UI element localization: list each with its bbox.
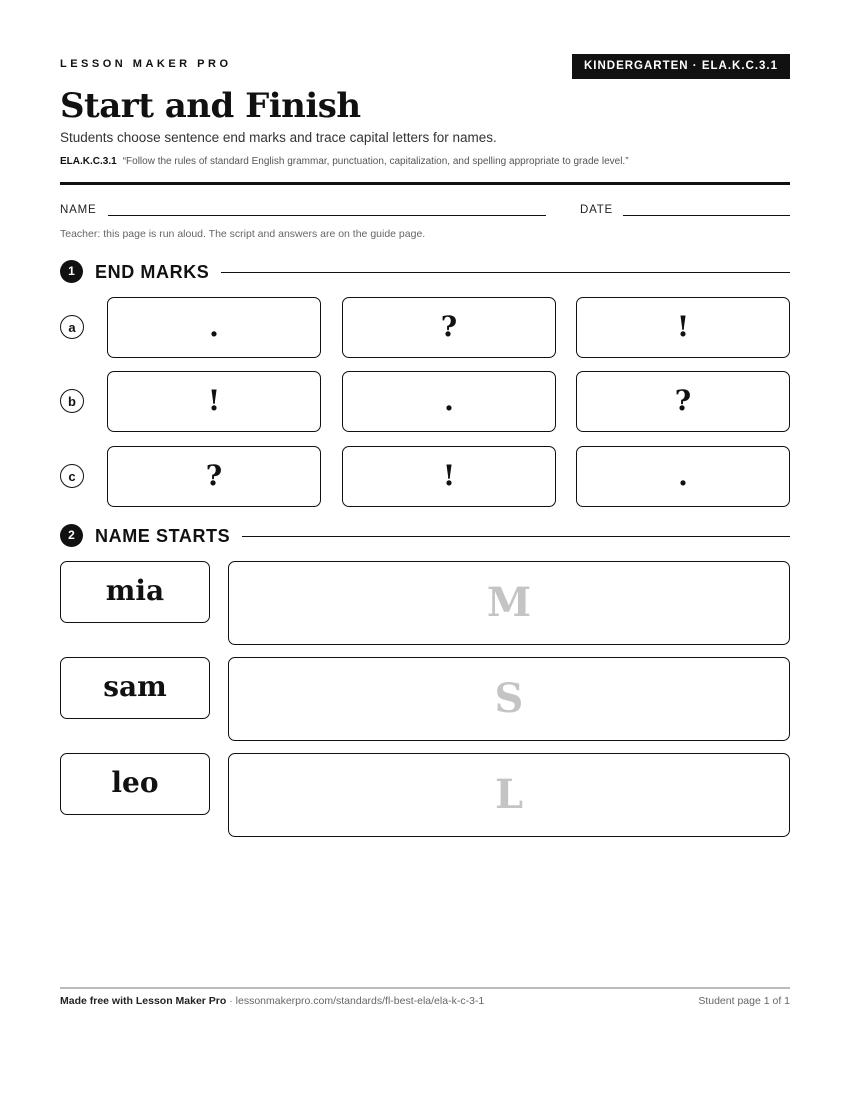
footer-url[interactable]: · lessonmakerpro.com/standards/fl-best-ela/ela-k-c-3-1: [226, 995, 485, 1007]
end-mark-choice[interactable]: ?: [107, 446, 321, 507]
end-mark-choice[interactable]: !: [576, 297, 790, 358]
header-divider: [60, 182, 790, 185]
row-label-c: c: [60, 464, 84, 488]
end-mark-choice[interactable]: .: [576, 446, 790, 507]
trace-letter-box[interactable]: L: [228, 753, 790, 837]
section-number-badge: 1: [60, 260, 83, 283]
teacher-note: Teacher: this page is run aloud. The script and answers are on the guide page.: [60, 228, 426, 240]
end-mark-choice[interactable]: !: [107, 371, 321, 432]
brand-name: LESSON MAKER PRO: [60, 58, 232, 70]
footer-page-number: Student page 1 of 1: [698, 995, 790, 1007]
name-field[interactable]: [108, 215, 546, 216]
section-end-marks-header: [60, 259, 790, 285]
row-label-b: b: [60, 389, 84, 413]
end-mark-choice[interactable]: ?: [576, 371, 790, 432]
end-mark-choice[interactable]: .: [107, 297, 321, 358]
name-label: NAME: [60, 204, 97, 216]
section-name-starts-header: [60, 523, 790, 549]
section-title: NAME STARTS: [95, 524, 242, 548]
row-label-a: a: [60, 315, 84, 339]
name-card: sam: [60, 657, 210, 719]
date-field[interactable]: [623, 215, 790, 216]
footer-credit: [60, 995, 484, 1007]
end-mark-choice[interactable]: ?: [342, 297, 556, 358]
date-label: DATE: [580, 204, 614, 216]
page-subtitle: Students choose sentence end marks and trace capital letters for names.: [60, 130, 497, 145]
trace-letter-box[interactable]: M: [228, 561, 790, 645]
section-number-badge: 2: [60, 524, 83, 547]
end-mark-choice[interactable]: !: [342, 446, 556, 507]
name-card: leo: [60, 753, 210, 815]
worksheet-page: [60, 0, 790, 1100]
footer-divider: [60, 987, 790, 989]
end-mark-choice[interactable]: .: [342, 371, 556, 432]
standard-text: “Follow the rules of standard English grammar, punctuation, capitalization, and spelling appropriate to grade level.”: [122, 156, 629, 167]
trace-letter-box[interactable]: S: [228, 657, 790, 741]
page-title: Start and Finish: [60, 86, 361, 126]
standard-line: [60, 156, 629, 167]
standard-code: ELA.K.C.3.1: [60, 156, 117, 167]
name-card: mia: [60, 561, 210, 623]
section-title: END MARKS: [95, 260, 221, 284]
footer-made-with: Made free with Lesson Maker Pro: [60, 995, 227, 1007]
grade-badge: KINDERGARTEN · ELA.K.C.3.1: [572, 54, 790, 79]
